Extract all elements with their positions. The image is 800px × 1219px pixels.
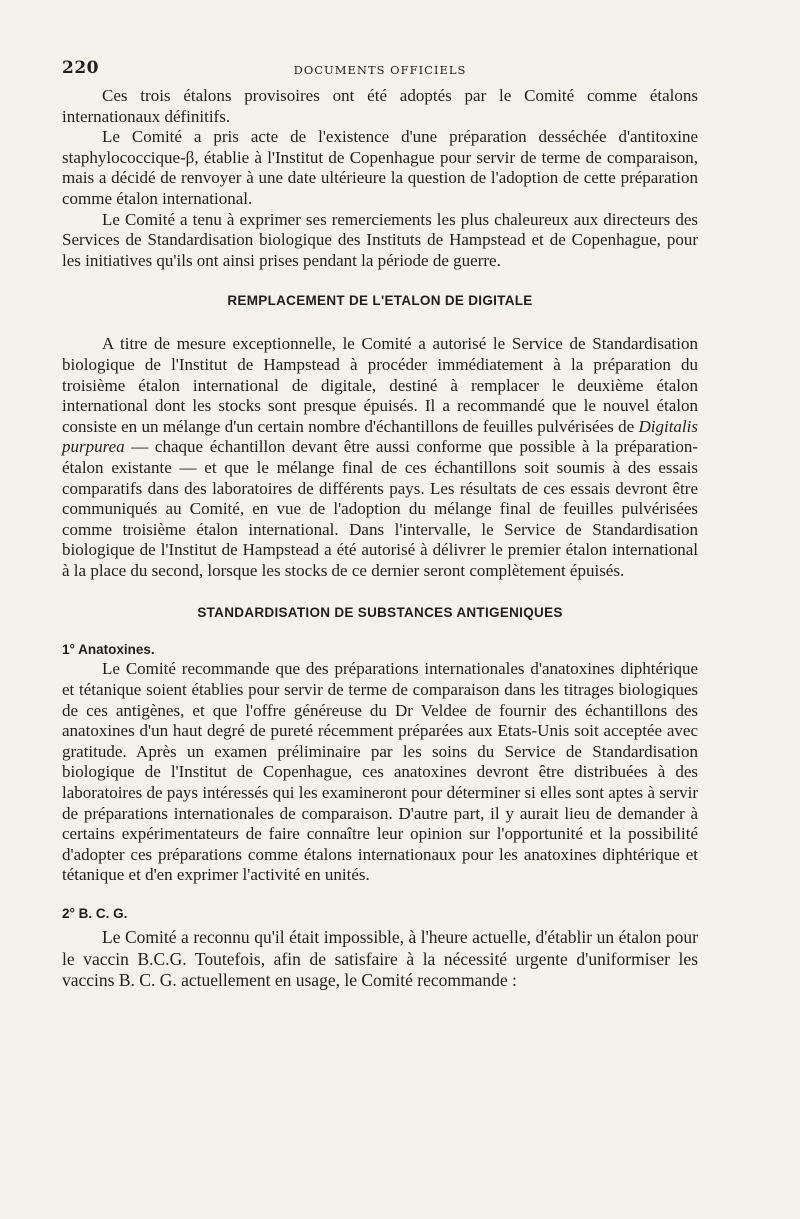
- paragraph-anatoxines: Le Comité recommande que des préparations internationales d'anatoxines diphtérique et tétanique soient établies pour servir de terme de comparaison dans les titrages biologiques de ces antigènes, et que l'offre généreuse du Dr Veldee de fournir des échantillons des anatoxines d'un haut degré de pureté récemment préparées aux Etats-Unis soit acceptée avec gratitude. Après un examen préliminaire par les soins du Service de Standardisation biologique de l'Institut de Copenhague, ces anatoxines devront être distribuées à des laboratoires de pays intéressés qui les examineront pour déterminer si elles sont aptes à servir de préparations internationales de comparaison. D'autre part, il y aurait lieu de demander à certains expérimentateurs de faire connaître leur opinion sur l'opportunité et la possibilité d'adopter ces préparations comme étalons internationaux pour les anatoxines diphtérique et tétanique et d'en exprimer l'activité en unités.: [62, 659, 698, 885]
- subheading-anatoxines: 1° Anatoxines.: [62, 642, 155, 658]
- digitale-text-a: A titre de mesure exceptionnelle, le Comité a autorisé le Service de Standardisation biologique de l'Institut de Hampstead à procéder immédiatement à la préparation du troisième étalon international de digitale, destiné à remplacer le deuxième étalon international dont les stocks sont presque épuisés. Il a recommandé que le nouvel étalon consiste en un mélange d'un certain nombre d'échantillons de feuilles pulvérisées de: [62, 334, 698, 436]
- digitalis-purpurea-term: Digitalis purpurea: [62, 416, 698, 457]
- running-title: DOCUMENTS OFFICIELS: [293, 63, 467, 77]
- subheading-bcg: 2° B. C. G.: [62, 906, 128, 921]
- document-page: [62, 58, 698, 992]
- digitale-text-b: — chaque échantillon devant être aussi conforme que possible à la préparation-étalon existante — et que le mélange final de ces échantillons soit soumis à des essais comparatifs dans des laboratoires de différents pays. Les résultats de ces essais devront être communiqués au Comité, en vue de l'adoption du mélange final de feuilles pulvérisées comme troisième étalon international. Dans l'intervalle, le Service de Standardisation biologique de l'Institut de Hampstead a été autorisé à délivrer le premier étalon international à la place du second, lorsque les stocks de ce dernier seront complètement épuisés.: [62, 437, 698, 580]
- paragraph-remerciements: Le Comité a tenu à exprimer ses remerciements les plus chaleureux aux directeurs des Services de Standardisation biologique des Instituts de Hampstead et de Copenhague, pour les initiatives qu'ils ont ainsi prises pendant la période de guerre.: [62, 209, 698, 270]
- page-number: 220: [62, 58, 99, 78]
- paragraph-bcg: Le Comité a reconnu qu'il était impossible, à l'heure actuelle, d'établir un étalon pour le vaccin B.C.G. Toutefois, afin de satisfaire à la nécessité urgente d'uniformiser les vaccins B. C. G. actuellement en usage, le Comité recommande :: [62, 927, 698, 990]
- paragraph-digitale: [62, 334, 698, 581]
- section-heading-antigeniques: STANDARDISATION DE SUBSTANCES ANTIGENIQUES: [197, 605, 563, 621]
- paragraph-antitoxine-staphylococcique: Le Comité a pris acte de l'existence d'une préparation desséchée d'antitoxine staphylococcique-β, établie à l'Institut de Copenhague pour servir de terme de comparaison, mais a décidé de renvoyer à une date ultérieure la question de l'adoption de cette préparation comme étalon international.: [62, 127, 698, 208]
- running-head: [62, 58, 698, 86]
- section-heading-digitale: REMPLACEMENT DE L'ETALON DE DIGITALE: [227, 293, 533, 309]
- paragraph-etalons-adoptes: Ces trois étalons provisoires ont été adoptés par le Comité comme étalons internationaux définitifs.: [62, 86, 698, 126]
